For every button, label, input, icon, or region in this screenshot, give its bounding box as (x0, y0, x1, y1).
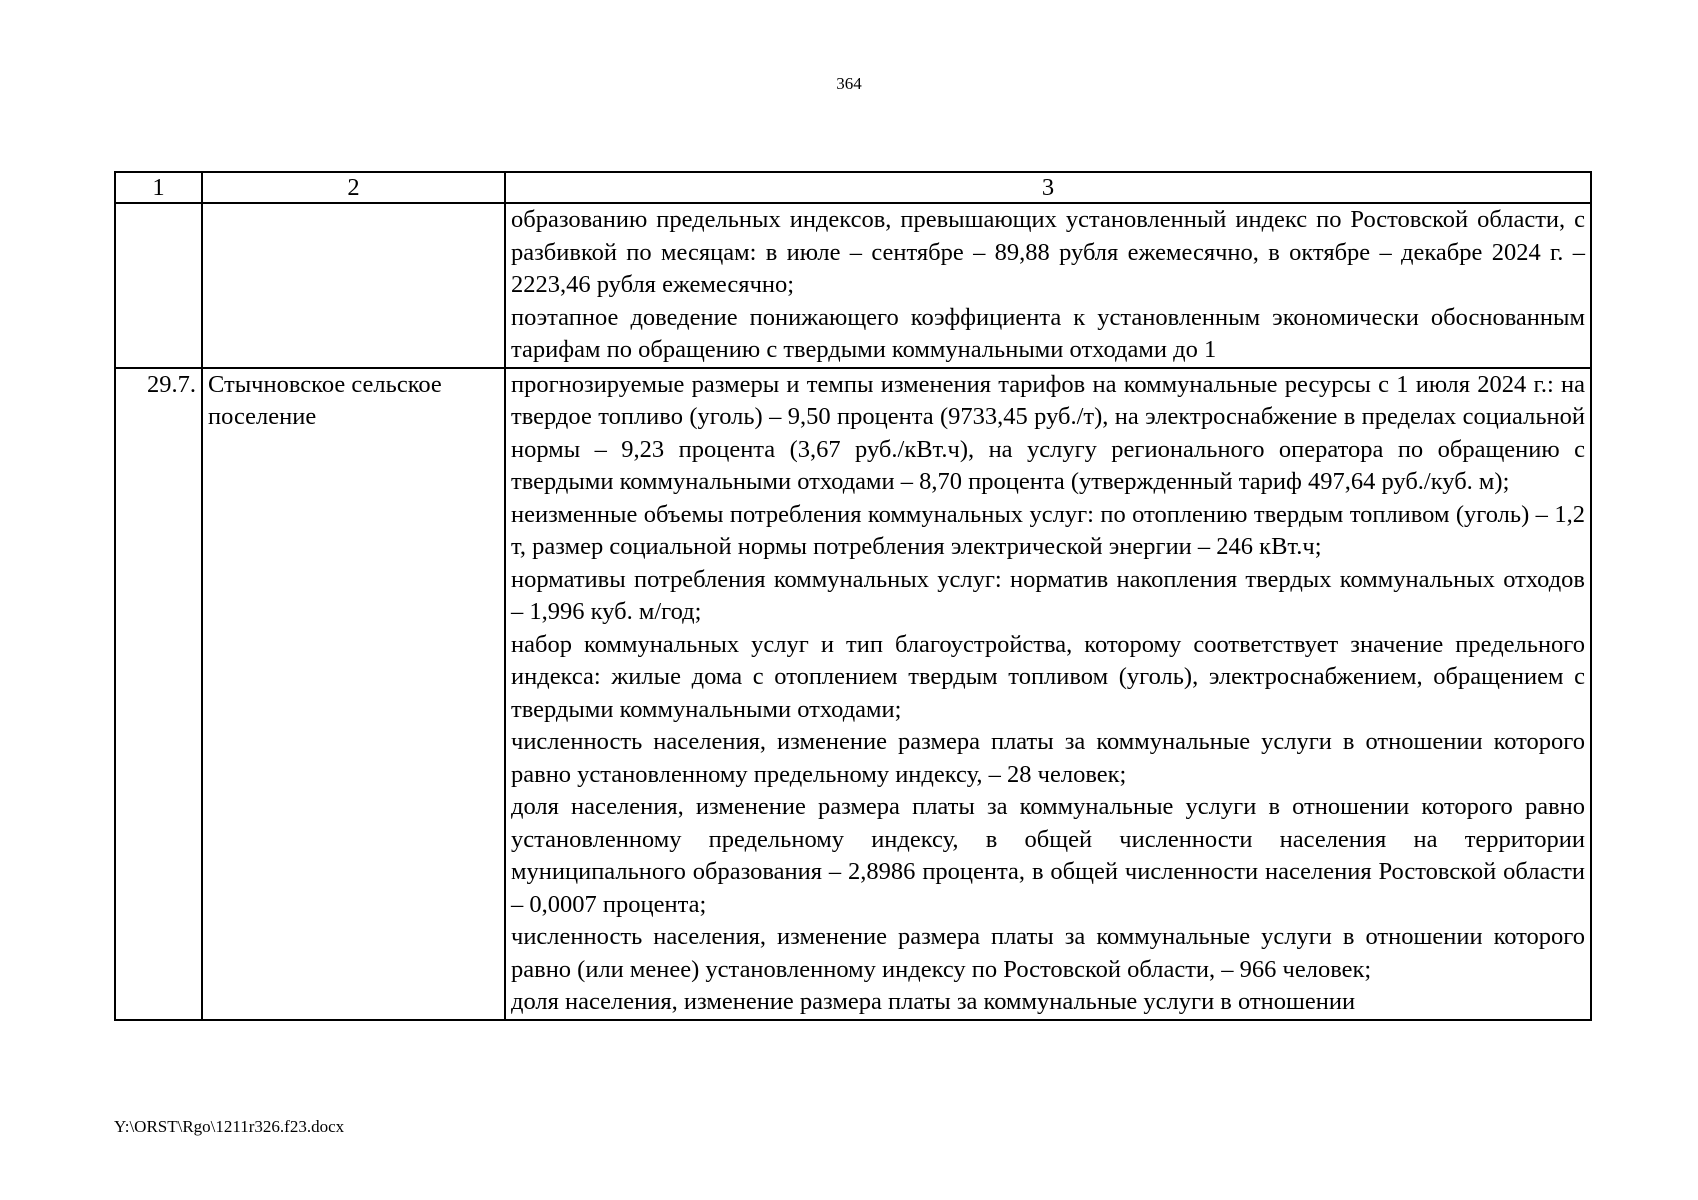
settlement-name-cell: Стычновское сельское поселение (202, 368, 505, 1020)
paragraph: численность населения, изменение размера платы за коммунальные услуги в отношении которого равно установленному предельному индексу, – 28 человек; (511, 728, 1585, 788)
paragraph: образованию предельных индексов, превышающих установленный индекс по Ростовской области, с разбивкой по месяцам: в июле – сентябре – 89,88 рубля ежемесячно, в октябре – декабре 2024 г. – 2223,46 рубля ежемесячно; (511, 206, 1585, 298)
paragraph: численность населения, изменение размера платы за коммунальные услуги в отношении которого равно (или менее) установленному индексу по Ростовской области, – 966 человек; (511, 923, 1585, 983)
paragraph: прогнозируемые размеры и темпы изменения тарифов на коммунальные ресурсы с 1 июля 2024 г.: на твердое топливо (уголь) – 9,50 процента (9733,45 руб./т), на электроснабжение в пределах социальной нормы – 9,23 процента (3,67 руб./кВт.ч), на услугу регионального оператора по обращению с твердыми коммунальными отходами – 8,70 процента (утвержденный тариф 497,64 руб./куб. м); (511, 370, 1585, 495)
paragraph: нормативы потребления коммунальных услуг: норматив накопления твердых коммунальных отходов – 1,996 куб. м/год; (511, 565, 1585, 625)
paragraph: неизменные объемы потребления коммунальных услуг: по отоплению твердым топливом (уголь) – 1,2 т, размер социальной нормы потребления электрической энергии – 246 кВт.ч; (511, 500, 1585, 560)
settlement-name-cell (202, 203, 505, 368)
paragraph: набор коммунальных услуг и тип благоустройства, которому соответствует значение предельного индекса: жилые дома с отоплением твердым топливом (уголь), электроснабжением, обращением с твердыми коммунальными отходами; (511, 630, 1585, 723)
description-cell (505, 368, 1591, 1020)
document-file-path: Y:\ORST\Rgo\1211r326.f23.docx (114, 1117, 345, 1136)
paragraph: поэтапное доведение понижающего коэффициента к установленным экономически обоснованным тарифам по обращению с твердыми коммунальными отходами до 1 (511, 303, 1585, 363)
row-number-cell: 29.7. (115, 368, 202, 1020)
page-number: 364 (836, 74, 862, 93)
description-cell (505, 203, 1591, 368)
column-header-2: 2 (202, 172, 505, 203)
paragraph: доля населения, изменение размера платы за коммунальные услуги в отношении которого равно установленному предельному индексу, в общей численности населения на территории муниципального образования – 2,8986 процента, в общей численности населения Ростовской области – 0,0007 процента; (511, 793, 1585, 918)
table-row (115, 368, 1591, 1020)
row-number-cell (115, 203, 202, 368)
column-header-1: 1 (115, 172, 202, 203)
table-row (115, 203, 1591, 368)
tariff-table (114, 171, 1592, 1021)
table-header-row (115, 172, 1591, 203)
paragraph: доля населения, изменение размера платы за коммунальные услуги в отношении (511, 988, 1356, 1015)
column-header-3: 3 (505, 172, 1591, 203)
